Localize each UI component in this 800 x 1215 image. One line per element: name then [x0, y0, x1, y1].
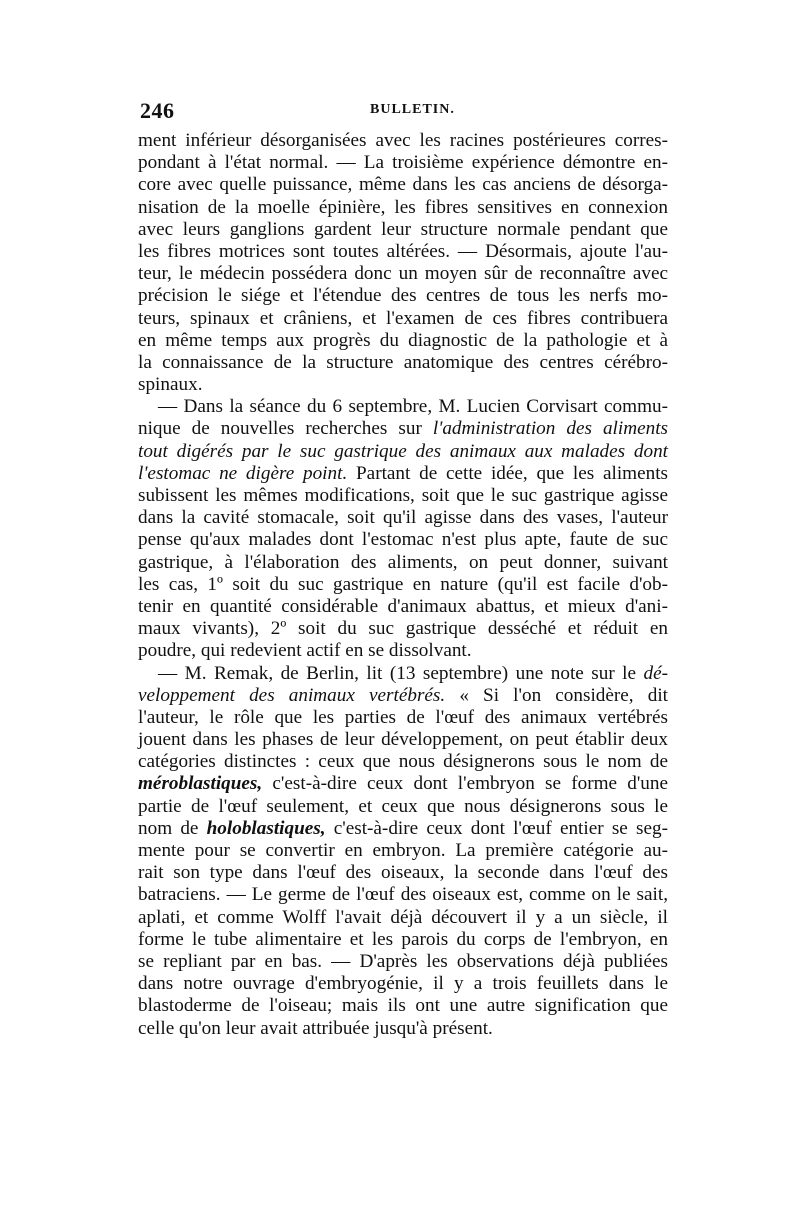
text-segment: dans la cavité stomacale, soit qu'il agisse dans des vases, l'auteur [138, 507, 668, 529]
text-line [138, 907, 668, 929]
text-line [138, 463, 668, 485]
text-line [138, 862, 668, 884]
text-line [138, 640, 668, 662]
text-line [138, 818, 668, 840]
text-segment: précision le siége et l'étendue des centres de tous les nerfs mo- [138, 285, 668, 307]
text-line [138, 352, 668, 374]
text-line [138, 663, 668, 685]
text-segment: se repliant par en bas. — D'après les observations déjà publiées [138, 950, 668, 972]
text-line [138, 396, 668, 418]
text-line [138, 529, 668, 551]
text-line [138, 418, 668, 440]
text-segment: rait son type dans l'œuf des oiseaux, la seconde dans l'œuf des [138, 862, 668, 884]
text-line [138, 507, 668, 529]
text-segment: l'estomac ne digère point. [138, 462, 348, 484]
text-line [138, 308, 668, 330]
text-segment: tout digérés par le suc gastrique des animaux aux malades dont [138, 440, 668, 462]
text-segment: dans notre ouvrage d'embryogénie, il y a trois feuillets dans le [138, 973, 668, 995]
text-segment: méroblastiques, [138, 773, 263, 795]
text-line [138, 840, 668, 862]
text-segment: pondant à l'état normal. — La troisième expérience démontre en- [138, 152, 668, 174]
text-segment: teurs, spinaux et crâniens, et l'examen de ces fibres contribuera [138, 307, 668, 329]
text-line [138, 618, 668, 640]
text-segment: avec leurs ganglions gardent leur structure normale pendant que [138, 218, 668, 240]
text-line [138, 884, 668, 906]
text-segment: nisation de la moelle épinière, les fibres sensitives en connexion [138, 196, 668, 218]
text-segment: ment inférieur désorganisées avec les racines postérieures corres- [138, 130, 668, 151]
text-segment: jouent dans les phases de leur développement, on peut établir deux [138, 729, 668, 751]
text-line [138, 263, 668, 285]
page-header [140, 98, 668, 126]
text-line [138, 330, 668, 352]
text-segment: teur, le médecin possédera donc un moyen sûr de reconnaître avec [138, 263, 668, 285]
text-segment: les fibres motrices sont toutes altérées. — Désormais, ajoute l'au- [138, 240, 668, 262]
text-segment: spinaux. [138, 374, 203, 396]
text-segment: « Si l'on considère, dit [445, 684, 668, 706]
running-title: BULLETIN. [370, 102, 455, 117]
text-line [138, 485, 668, 507]
text-segment: c'est-à-dire ceux dont l'œuf entier se seg- [325, 817, 668, 839]
text-segment: l'administration des aliments [432, 418, 668, 440]
text-segment: partie de l'œuf seulement, et ceux que nous désignerons sous le [138, 795, 668, 817]
text-segment: l'auteur, le rôle que les parties de l'œuf des animaux vertébrés [138, 706, 668, 728]
text-segment: veloppement des animaux vertébrés. [138, 684, 446, 706]
text-segment: les cas, 1º soit du suc gastrique en nature (qu'il est facile d'ob- [138, 573, 668, 595]
text-line [138, 152, 668, 174]
text-segment: tenir en quantité considérable d'animaux abattus, et mieux d'ani- [138, 595, 668, 617]
text-line [138, 441, 668, 463]
text-segment: en même temps aux progrès du diagnostic de la pathologie et à [138, 329, 668, 351]
body-text [138, 130, 668, 1040]
text-segment: maux vivants), 2º soit du suc gastrique desséché et réduit en [138, 618, 668, 640]
text-segment: c'est-à-dire ceux dont l'embryon se forme d'une [262, 773, 668, 795]
text-line [138, 929, 668, 951]
text-segment: mente pour se convertir en embryon. La première catégorie au- [138, 840, 668, 861]
text-line [138, 951, 668, 973]
text-segment: blastoderme de l'oiseau; mais ils ont une autre signification que [138, 995, 668, 1017]
text-segment: nique de nouvelles recherches sur [138, 418, 433, 440]
text-line [138, 751, 668, 773]
text-segment: holoblastiques, [206, 817, 326, 839]
text-line [138, 729, 668, 751]
text-line [138, 973, 668, 995]
text-line [138, 685, 668, 707]
text-segment: la connaissance de la structure anatomique des centres cérébro- [138, 351, 668, 373]
text-line [138, 796, 668, 818]
text-line [138, 707, 668, 729]
text-line [138, 995, 668, 1017]
text-segment: core avec quelle puissance, même dans les cas anciens de désorga- [138, 174, 668, 196]
text-line [138, 773, 668, 795]
text-line [138, 574, 668, 596]
text-line [138, 1018, 668, 1040]
text-line [138, 596, 668, 618]
text-segment: Partant de cette idée, que les aliments [347, 462, 669, 484]
text-segment: nom de [138, 817, 207, 839]
text-line [138, 174, 668, 196]
text-segment: celle qu'on leur avait attribuée jusqu'à présent. [138, 1017, 493, 1039]
text-line [138, 130, 668, 152]
text-segment: batraciens. — Le germe de l'œuf des oiseaux est, comme on le sait, [138, 884, 668, 906]
text-segment: aplati, et comme Wolff l'avait déjà découvert il y a un siècle, il [138, 906, 668, 928]
text-segment: poudre, qui redevient actif en se dissolvant. [138, 640, 472, 662]
text-line [138, 241, 668, 263]
text-segment: dé- [643, 662, 668, 684]
text-line [138, 552, 668, 574]
text-line [138, 285, 668, 307]
text-segment: — M. Remak, de Berlin, lit (13 septembre) une note sur le [158, 662, 644, 684]
page-number: 246 [140, 98, 175, 123]
text-segment: subissent les mêmes modifications, soit que le suc gastrique agisse [138, 485, 668, 506]
text-segment: — Dans la séance du 6 septembre, M. Lucien Corvisart commu- [158, 396, 668, 418]
text-segment: pense qu'aux malades dont l'estomac n'est plus apte, faute de suc [138, 529, 668, 551]
text-segment: catégories distinctes : ceux que nous désignerons sous le nom de [138, 751, 668, 773]
text-line [138, 197, 668, 219]
text-line [138, 374, 668, 396]
text-segment: gastrique, à l'élaboration des aliments, on peut donner, suivant [138, 551, 668, 573]
text-segment: forme le tube alimentaire et les parois du corps de l'embryon, en [138, 928, 668, 950]
text-line [138, 219, 668, 241]
